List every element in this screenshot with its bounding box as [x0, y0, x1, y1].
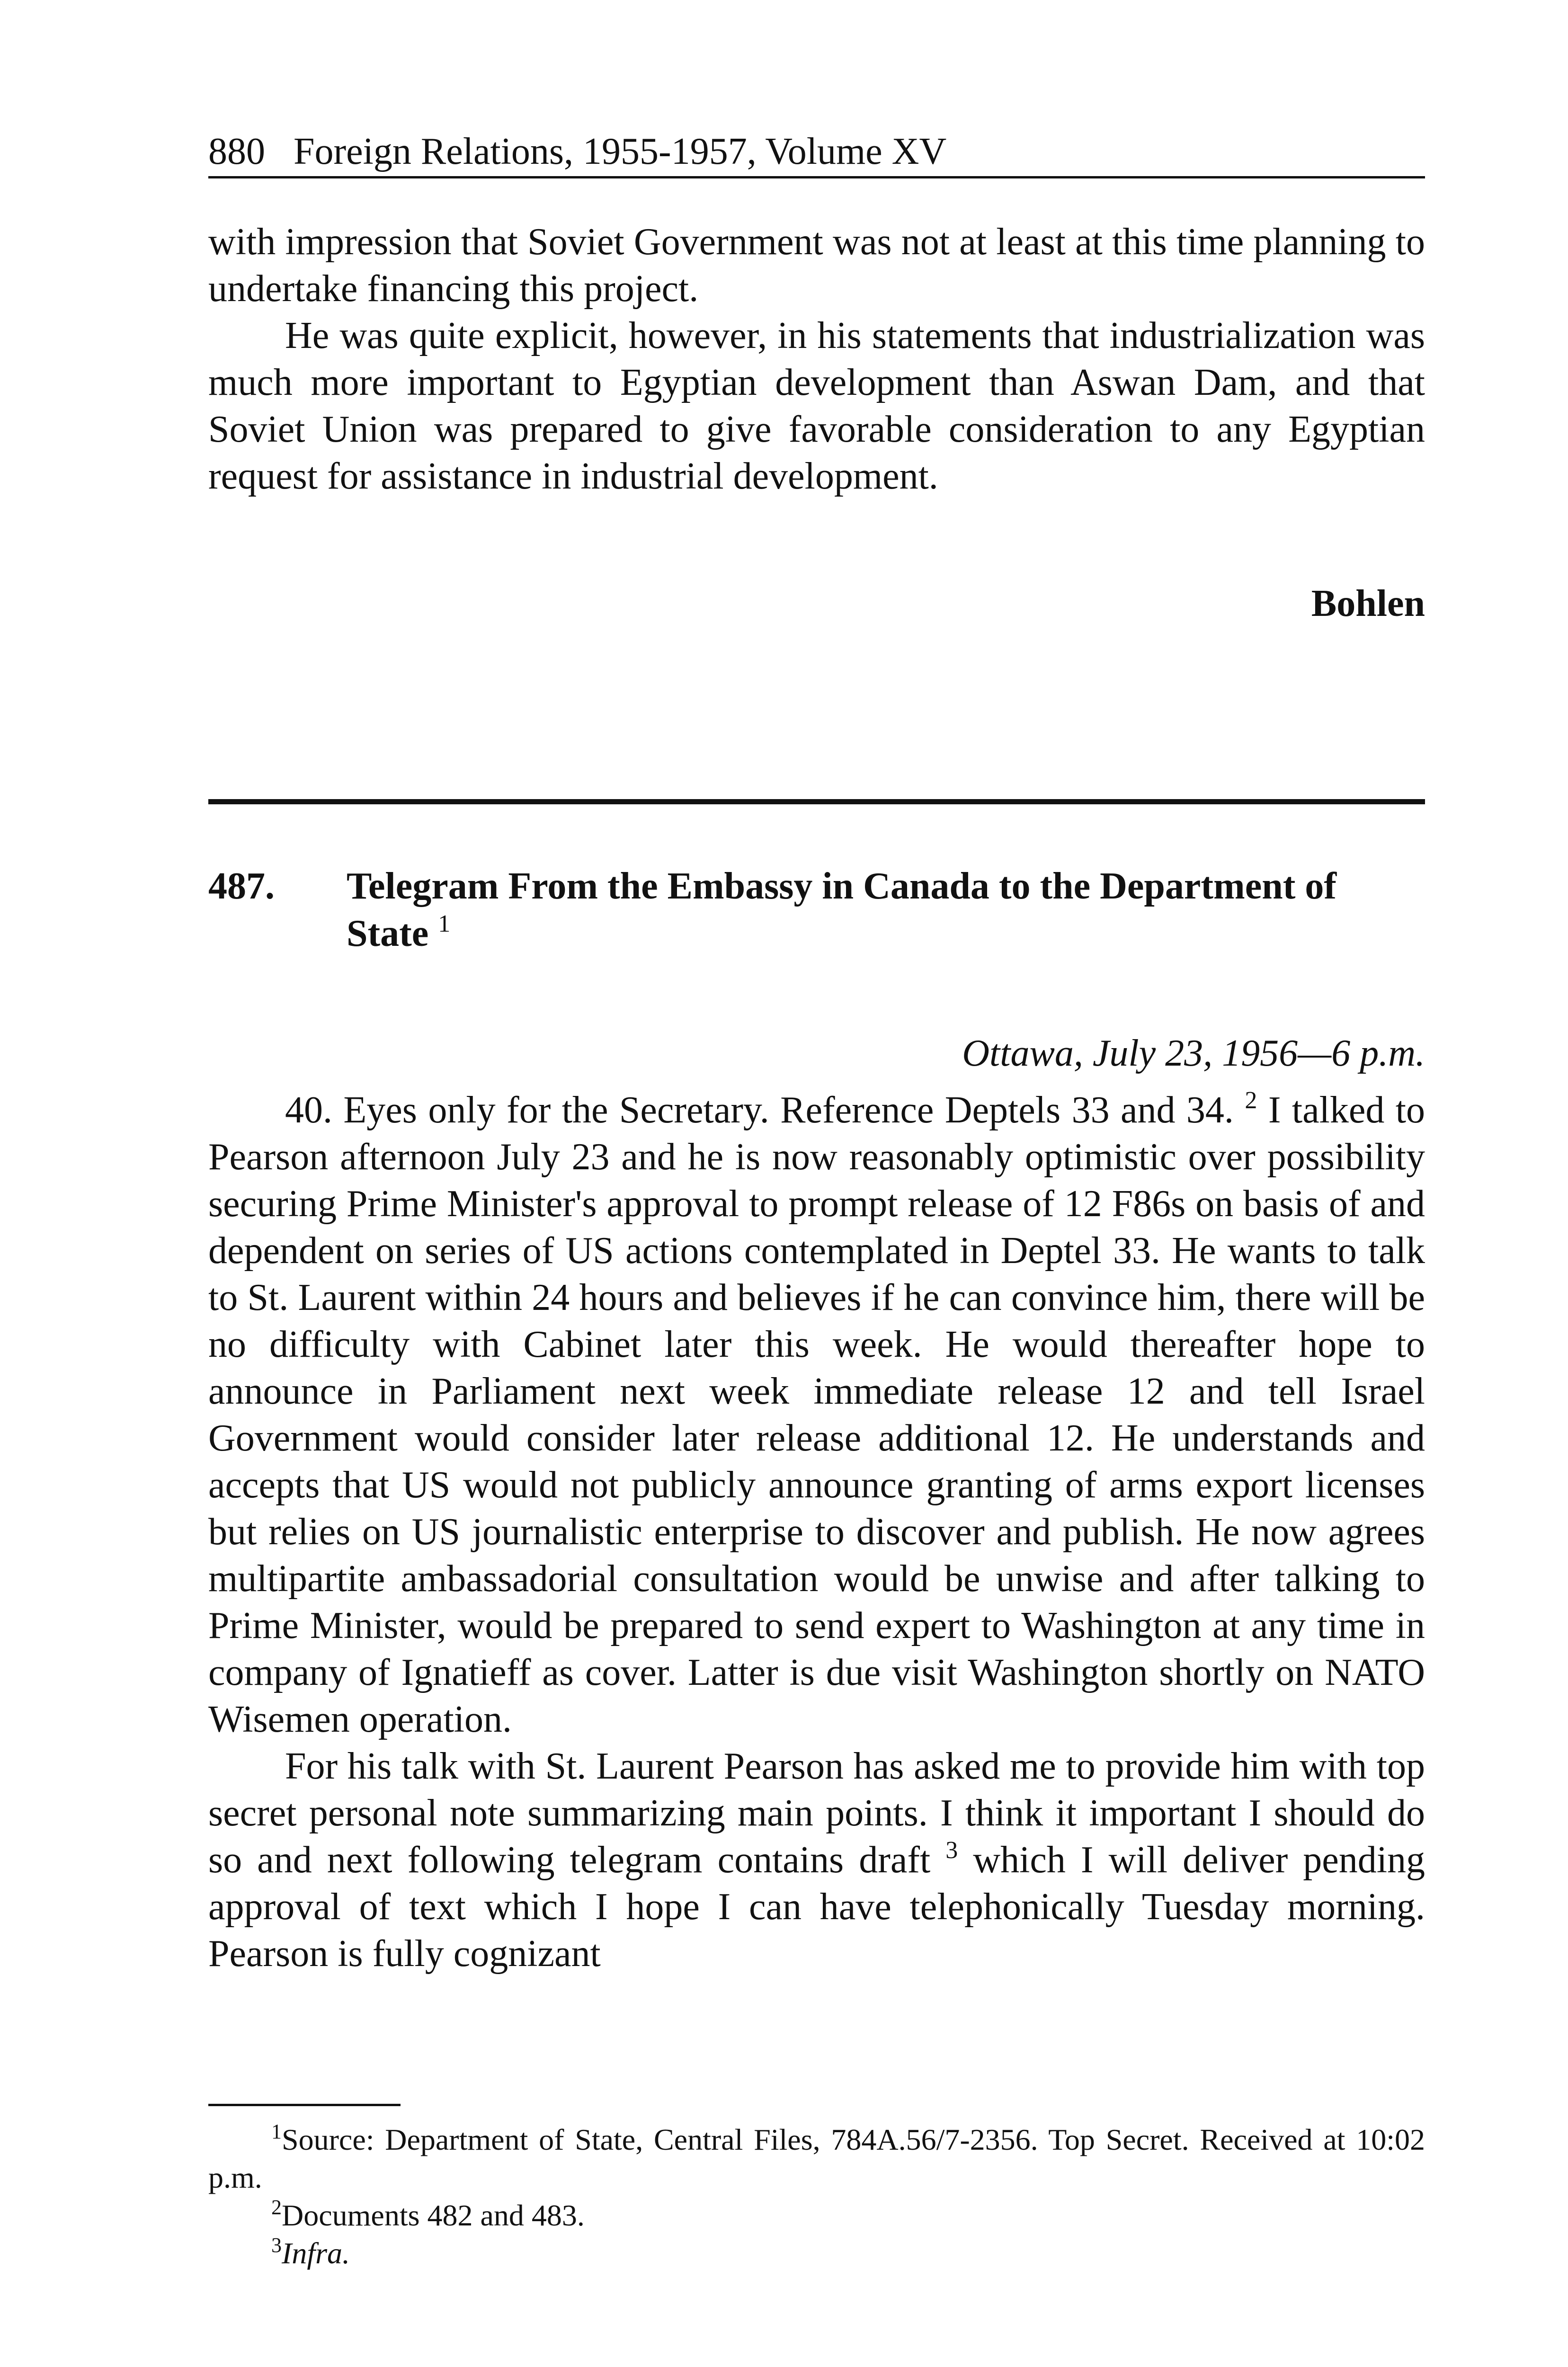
document-number: 487.	[208, 865, 275, 907]
footnote-2-marker: 2	[271, 2196, 282, 2219]
paragraph-continuation: with impression that Soviet Government was not at least at this time planning to undertake financing this project.	[208, 221, 1425, 310]
telegram-paragraph-2-rest: which I will deliver pending approval of text which I hope I can have telephonically Tuesday morning. Pearson is fully cognizant	[208, 1839, 1425, 1975]
page-number: 880	[208, 131, 265, 172]
dateline: Ottawa, July 23, 1956—6 p.m.	[962, 1032, 1425, 1074]
footnotes	[208, 2121, 1425, 2272]
footnote-2-text: Documents 482 and 483.	[282, 2198, 585, 2232]
footnote-3	[208, 2234, 1425, 2272]
document-title: Telegram From the Embassy in Canada to the Department of State	[347, 865, 1336, 954]
signature-bohlen: Bohlen	[1311, 583, 1425, 624]
footnote-3-text: Infra.	[282, 2236, 350, 2270]
footnote-1	[208, 2121, 1425, 2197]
footnote-ref-2: 2	[1245, 1087, 1257, 1114]
document-title-block	[347, 863, 1341, 957]
document-page	[208, 0, 1425, 2367]
footnote-ref-1: 1	[438, 910, 451, 937]
telegram-paragraph-1-start: 40. Eyes only for the Secretary. Reference Deptels 33 and 34.	[285, 1089, 1234, 1131]
footnote-1-text: Source: Department of State, Central Files, 784A.56/7-2356. Top Secret. Received at 10:02 p.m.	[208, 2123, 1425, 2194]
footnote-3-marker: 3	[271, 2234, 282, 2257]
telegram-paragraph-1-rest: I talked to Pearson afternoon July 23 and he is now reasonably optimistic over possibility securing Prime Minister's approval to prompt release of 12 F86s on basis of and dependent on series of US actions contemplated in Deptel 33. He wants to talk to St. Laurent within 24 hours and believes if he can convince him, there will be no difficulty with Cabinet later this week. He would thereafter hope to announce in Parliament next week immediate release 12 and tell Israel Government would consider later release additional 12. He understands and accepts that US would not publicly announce granting of arms export licenses but relies on US journalistic enterprise to discover and publish. He now agrees multipartite ambassadorial consultation would be unwise and after talking to Prime Minister, would be prepared to send expert to Washington at any time in company of Ignatieff as cover. Latter is due visit Washington shortly on NATO Wisemen operation.	[208, 1089, 1425, 1740]
telegram-paragraph-2	[208, 1743, 1425, 1977]
footnote-ref-3: 3	[945, 1837, 958, 1864]
telegram-body	[208, 1087, 1425, 1977]
telegram-paragraph-1	[208, 1087, 1425, 1743]
running-head	[208, 128, 1425, 178]
paragraph-industrialization: He was quite explicit, however, in his statements that industrialization was much more important to Egyptian development than Aswan Dam, and that Soviet Union was prepared to give favorable consideration to any Egyptian request for assistance in industrial development.	[208, 315, 1425, 497]
telegram-paragraph-2-start: For his talk with St. Laurent Pearson has asked me to provide him with top secret personal note summarizing main points. I think it important I should do so and next following telegram contains draft	[208, 1745, 1425, 1881]
series-title: Foreign Relations, 1955-1957, Volume XV	[294, 131, 947, 172]
footnote-2	[208, 2197, 1425, 2234]
previous-document-text	[208, 219, 1425, 500]
footnote-1-marker: 1	[271, 2120, 282, 2143]
document-separator-rule	[208, 799, 1425, 804]
footnote-rule	[208, 2104, 401, 2106]
